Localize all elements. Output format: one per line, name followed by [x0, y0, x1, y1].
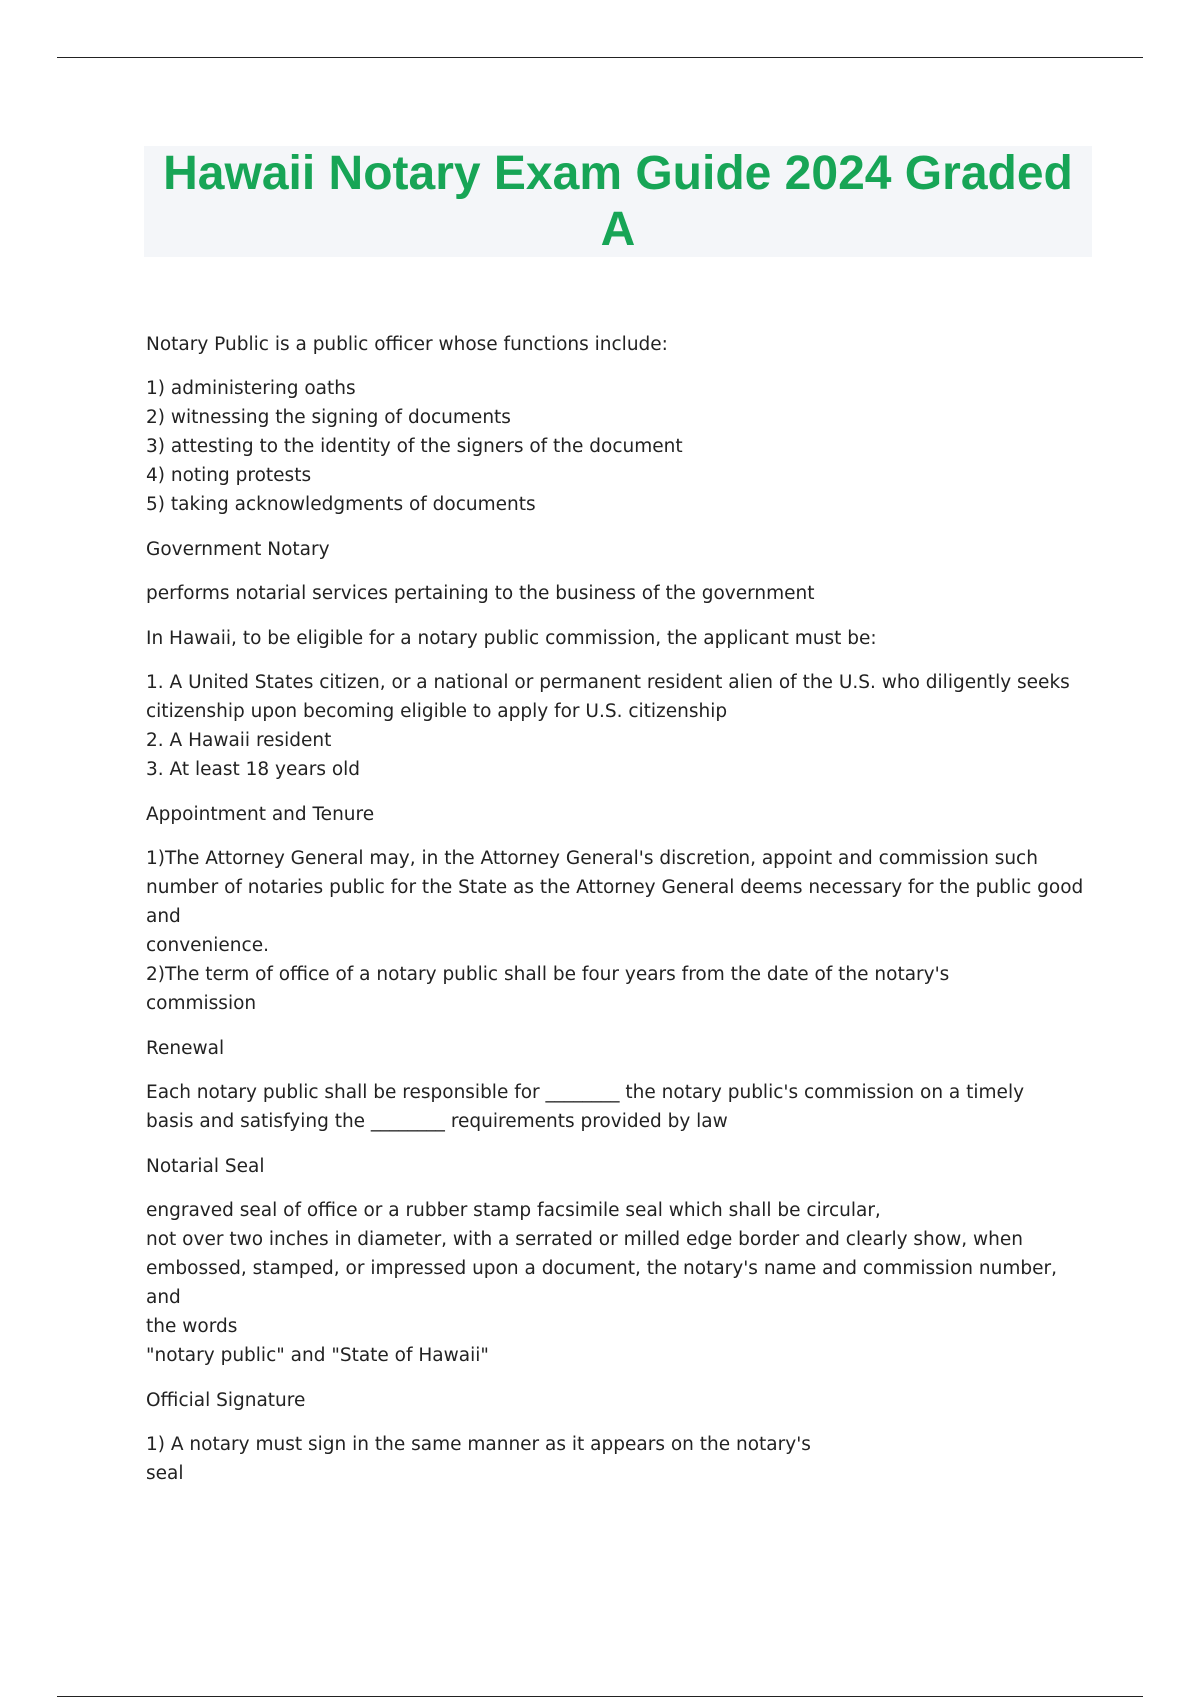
answer-line: not over two inches in diameter, with a serrated or milled edge border and clearly show, when	[146, 1229, 1023, 1250]
question-text: Notarial Seal	[146, 1156, 265, 1177]
bottom-rule	[57, 1696, 1143, 1697]
answer-line: 3) attesting to the identity of the signers of the document	[146, 436, 683, 457]
question-text: In Hawaii, to be eligible for a notary public commission, the applicant must be:	[146, 628, 877, 649]
answer-line: commission	[146, 993, 257, 1014]
answer-block	[146, 1078, 1096, 1136]
question-text: Renewal	[146, 1038, 225, 1059]
answer-line: 2. A Hawaii resident	[146, 730, 332, 751]
answer-line: seal	[146, 1463, 184, 1484]
answer-line: 4) noting protests	[146, 465, 312, 486]
answer-block	[146, 844, 1096, 1018]
answer-line: 3. At least 18 years old	[146, 759, 361, 780]
answer-block	[146, 579, 1096, 608]
title-banner	[144, 146, 1092, 257]
document-body	[146, 330, 1096, 1488]
answer-line: 1)The Attorney General may, in the Attorney General's discretion, appoint and commission such	[146, 848, 1038, 869]
document-title: Hawaii Notary Exam Guide 2024 Graded A	[163, 147, 1073, 256]
question-text: Notary Public is a public officer whose functions include:	[146, 334, 668, 355]
question-text: Appointment and Tenure	[146, 804, 375, 825]
top-rule	[57, 57, 1143, 58]
answer-block	[146, 1196, 1096, 1370]
answer-line: embossed, stamped, or impressed upon a document, the notary's name and commission number, and	[146, 1258, 1057, 1308]
answer-line: convenience.	[146, 935, 269, 956]
answer-line: 5) taking acknowledgments of documents	[146, 494, 536, 515]
answer-line: the words	[146, 1316, 238, 1337]
answer-line: performs notarial services pertaining to the business of the government	[146, 583, 815, 604]
answer-line: 2)The term of office of a notary public shall be four years from the date of the notary's	[146, 964, 950, 985]
answer-line: Each notary public shall be responsible for ________ the notary public's commission on a timely	[146, 1082, 1025, 1103]
answer-line: "notary public" and "State of Hawaii"	[146, 1345, 489, 1366]
answer-line: 1. A United States citizen, or a national or permanent resident alien of the U.S. who diligently seeks	[146, 672, 1070, 693]
answer-block	[146, 668, 1096, 784]
answer-line: number of notaries public for the State as the Attorney General deems necessary for the public good and	[146, 877, 1084, 927]
answer-block	[146, 1430, 1096, 1488]
answer-line: 1) A notary must sign in the same manner as it appears on the notary's	[146, 1434, 811, 1455]
answer-line: citizenship upon becoming eligible to apply for U.S. citizenship	[146, 701, 728, 722]
question-text: Official Signature	[146, 1390, 306, 1411]
question-text: Government Notary	[146, 539, 330, 560]
answer-line: engraved seal of office or a rubber stamp facsimile seal which shall be circular,	[146, 1200, 881, 1221]
answer-block	[146, 374, 1096, 519]
answer-line: 2) witnessing the signing of documents	[146, 407, 511, 428]
answer-line: 1) administering oaths	[146, 378, 356, 399]
answer-line: basis and satisfying the ________ requirements provided by law	[146, 1111, 728, 1132]
